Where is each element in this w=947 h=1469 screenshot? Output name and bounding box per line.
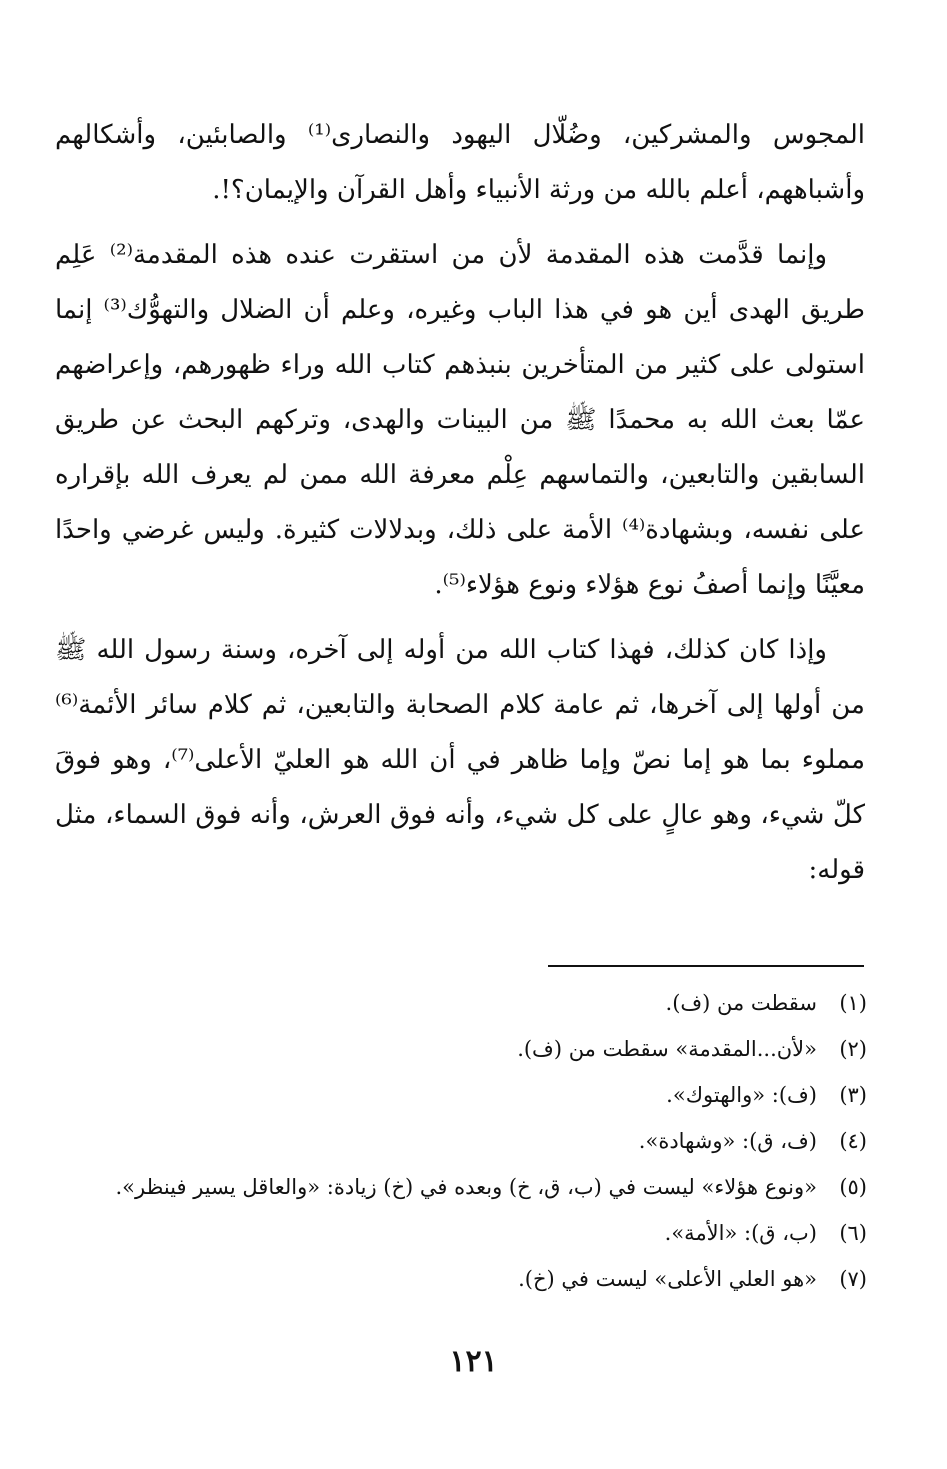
- footnote-number: (٤): [839, 1129, 867, 1153]
- footnote-4: [55, 1118, 867, 1164]
- footnote-7: [55, 1256, 867, 1302]
- footnote-3: [55, 1072, 867, 1118]
- footnote-1: [55, 980, 867, 1026]
- footnote-text: (ف، ق): «وشهادة».: [638, 1129, 817, 1153]
- page-number: ١٢١: [449, 1344, 498, 1379]
- footnote-6: [55, 1210, 867, 1256]
- footnote-number: (٣): [839, 1083, 867, 1107]
- main-text: [55, 108, 865, 908]
- footnote-number: (٦): [839, 1221, 867, 1245]
- footnote-number: (١): [839, 991, 867, 1015]
- paragraph-3: وإذا كان كذلك، فهذا كتاب الله من أوله إلى آخره، وسنة رسول الله ﷺ من أولها إلى آخرها، ثم عامة كلام الصحابة والتابعين، ثم كلام سائر الأئمة⁽⁶⁾ مملوء بما هو إما نصّ وإما ظاهر في أن الله هو العليّ الأعلى⁽⁷⁾، وهو فوقَ كلّ شيء، وهو عالٍ على كل شيء، وأنه فوق العرش، وأنه فوق السماء، مثل قوله:: [55, 635, 865, 885]
- footnote-2: [55, 1026, 867, 1072]
- footnote-text: «هو العلي الأعلى» ليست في (خ).: [518, 1267, 817, 1291]
- footnote-number: (٧): [839, 1267, 867, 1291]
- footnote-text: (ف): «والهتوك».: [666, 1083, 817, 1107]
- footnotes-list: [55, 980, 867, 1302]
- paragraph-2: وإنما قدَّمت هذه المقدمة لأن من استقرت عنده هذه المقدمة⁽²⁾ عَلِم طريق الهدى أين هو في هذا الباب وغيره، وعلم أن الضلال والتهوُّك⁽³⁾ إنما استولى على كثير من المتأخرين بنبذهم كتاب الله وراء ظهورهم، وإعراضهم عمّا بعث الله به محمدًا ﷺ من البينات والهدى، وتركهم البحث عن طريق السابقين والتابعين، والتماسهم عِلْم معرفة الله ممن لم يعرف الله بإقراره على نفسه، وبشهادة⁽⁴⁾ الأمة على ذلك، وبدلالات كثيرة. وليس غرضي واحدًا معيَّنًا وإنما أصفُ نوع هؤلاء ونوع هؤلاء⁽⁵⁾.: [55, 240, 866, 600]
- footnote-text: «ونوع هؤلاء» ليست في (ب، ق، خ) وبعده في (خ) زيادة: «والعاقل يسير فينظر».: [115, 1175, 817, 1199]
- paragraph-1: المجوس والمشركين، وضُلّال اليهود والنصارى⁽¹⁾ والصابئين، وأشكالهم وأشباههم، أعلم بالله من ورثة الأنبياء وأهل القرآن والإيمان؟!.: [55, 120, 865, 205]
- footnote-text: «لأن...المقدمة» سقطت من (ف).: [517, 1037, 817, 1061]
- footnote-text: سقطت من (ف).: [665, 991, 817, 1015]
- footnote-separator: [548, 965, 864, 967]
- footnote-number: (٢): [839, 1037, 867, 1061]
- footnote-5: [55, 1164, 867, 1210]
- footnote-text: (ب، ق): «الأمة».: [664, 1221, 817, 1245]
- footnote-number: (٥): [839, 1175, 867, 1199]
